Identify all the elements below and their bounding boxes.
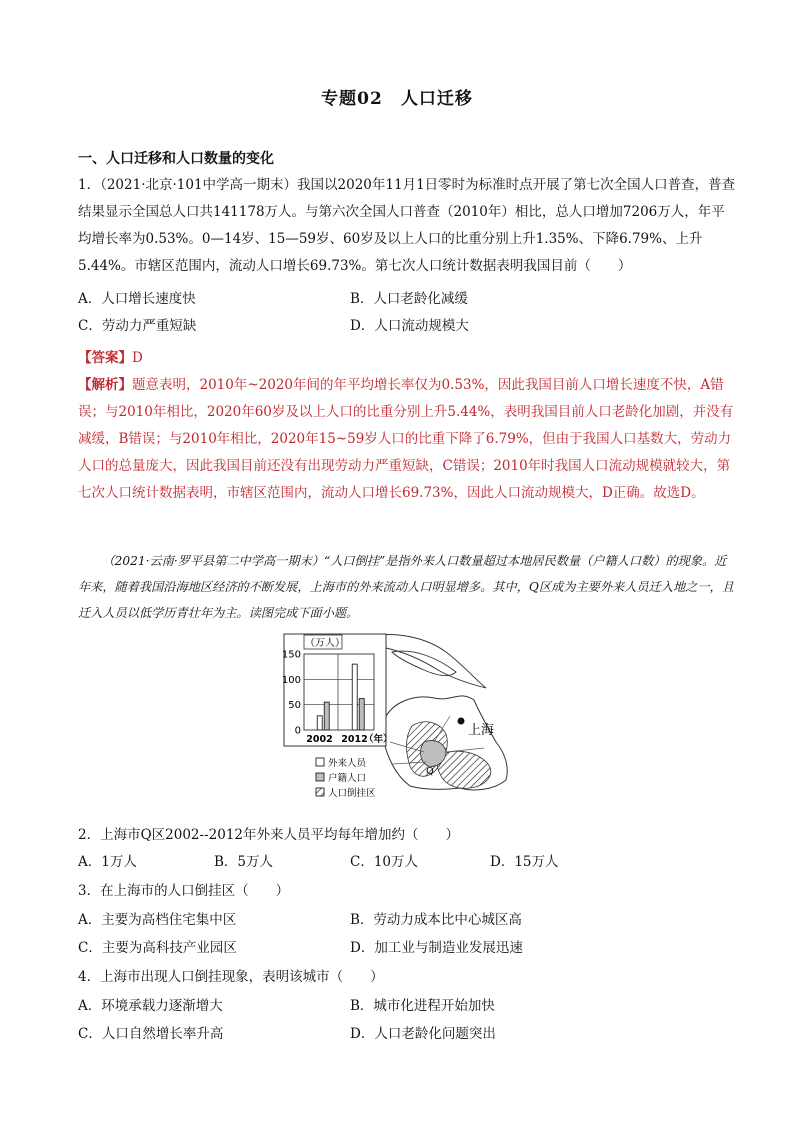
option-a: A．人口增长速度快 bbox=[78, 291, 196, 307]
page-title: 专题02 人口迁移 bbox=[321, 89, 473, 109]
answer-value: D bbox=[132, 350, 143, 366]
q4-option-c: C．人口自然增长率升高 bbox=[78, 1026, 224, 1042]
y-tick-label-100: 100 bbox=[281, 674, 301, 686]
q4-option-d: D．人口老龄化问题突出 bbox=[350, 1026, 496, 1042]
material-intro: （2021·云南·罗平县第二中学高一期末）“人口倒挂”是指外来人口数量超过本地居民数量（户籍人口数）的现象。近年来，随着我国沿海地区经济的不断发展，上海市的外来流动人口明显增多。其中，Q区成为主要外来人员迁入地之一，且迁入人员以低学历青壮年为主。读图完成下面小题。 bbox=[78, 554, 734, 620]
question-4-options-row-2 bbox=[78, 1021, 738, 1048]
question-4-options-row-1 bbox=[78, 993, 738, 1020]
analysis-label: 【解析】 bbox=[78, 377, 132, 393]
river-mouth-outline bbox=[372, 635, 486, 688]
q3-option-a: A．主要为高档住宅集中区 bbox=[78, 912, 237, 928]
q4-option-b: B．城市化进程开始加快 bbox=[350, 998, 495, 1014]
section-heading: 一、人口迁移和人口数量的变化 bbox=[78, 151, 274, 167]
q3-option-b: B．劳动力成本比中心城区高 bbox=[350, 912, 522, 928]
bar-2002-series-1 bbox=[324, 702, 329, 730]
question-3-stem: 3．在上海市的人口倒挂区（ ） bbox=[78, 883, 290, 899]
x-suffix: （年） bbox=[364, 734, 393, 745]
shanghai-figure bbox=[274, 630, 534, 808]
option-d: D．人口流动规模大 bbox=[350, 318, 469, 334]
question-3-options-row-1 bbox=[78, 907, 738, 934]
bar-2002-series-0 bbox=[317, 716, 322, 730]
x-tick-label-2002: 2002 bbox=[306, 734, 333, 745]
option-c: C．劳动力严重短缺 bbox=[78, 318, 197, 334]
q3-option-c: C．主要为高科技产业园区 bbox=[78, 940, 237, 956]
question-2-options bbox=[78, 849, 738, 876]
q2-option-c: C．10万人 bbox=[350, 854, 419, 870]
legend-swatch-inversion bbox=[316, 788, 324, 796]
map-label-shanghai: 上海 bbox=[468, 723, 495, 738]
bar-2012-series-1 bbox=[359, 699, 364, 730]
island-outline bbox=[392, 651, 456, 676]
question-3-options-row-2 bbox=[78, 935, 738, 962]
chart-unit: （万人） bbox=[305, 638, 345, 649]
q2-option-a: A．1万人 bbox=[78, 854, 137, 870]
y-tick-label-150: 150 bbox=[281, 649, 301, 661]
legend-label-migrants: 外来人员 bbox=[328, 758, 367, 769]
q2-option-d: D．15万人 bbox=[490, 854, 559, 870]
question-1-options-row-1 bbox=[78, 286, 738, 313]
q2-option-b: B．5万人 bbox=[214, 854, 274, 870]
question-1-options-row-2 bbox=[78, 313, 738, 340]
legend-swatch-registered bbox=[316, 773, 324, 781]
map-label-q: Q bbox=[426, 766, 434, 777]
figure-svg bbox=[274, 630, 534, 808]
answer-label: 【答案】 bbox=[78, 350, 132, 366]
question-1-stem: 1．（2021·北京·101中学高一期末）我国以2020年11月1日零时为标准时点开展了第七次全国人口普查，普查结果显示全国总人口共141178万人。与第六次全国人口普查（2010年）相比，总人口增加7206万人，年平均增长率为0.53%。0—14岁、15—59岁、60岁及以上人口的比重分别上升1.35%、下降6.79%、上升5.44%。市辖区范围内，流动人口增长69.73%。第七次人口统计数据表明我国目前（ ） bbox=[78, 177, 736, 274]
analysis-text: 题意表明，2010年~2020年间的年平均增长率仅为0.53%，因此我国目前人口增长速度不快，A错误；与2010年相比，2020年60岁及以上人口的比重分别上升5.44%，表明我国目前人口老龄化加剧，并没有减缓，B错误；与2010年相比，2020年15~59岁人口的比重下降了6.79%，但由于我国人口基数大，劳动力人口的总量庞大，因此我国目前还没有出现劳动力严重短缺，C错误；2010年时我国人口流动规模就较大，第七次人口统计数据表明，市辖区范围内，流动人口增长69.73%，因此人口流动规模大，D正确。故选D。 bbox=[78, 377, 734, 501]
legend-label-inversion: 人口倒挂区 bbox=[328, 788, 376, 799]
option-b: B．人口老龄化减缓 bbox=[350, 291, 468, 307]
question-4-stem: 4．上海市出现人口倒挂现象，表明该城市（ ） bbox=[78, 969, 384, 985]
q3-option-d: D．加工业与制造业发展迅速 bbox=[350, 940, 523, 956]
y-tick-label-0: 0 bbox=[294, 725, 301, 737]
q4-option-a: A．环境承载力逐渐增大 bbox=[78, 998, 223, 1014]
legend-label-registered: 户籍人口 bbox=[328, 773, 367, 784]
y-tick-label-50: 50 bbox=[288, 700, 301, 712]
answer bbox=[78, 345, 143, 372]
analysis bbox=[78, 372, 738, 507]
x-tick-label-2012: 2012 bbox=[341, 734, 368, 745]
shanghai-point bbox=[458, 718, 465, 725]
bar-2012-series-0 bbox=[352, 664, 357, 730]
question-2-stem: 2．上海市Q区2002--2012年外来人员平均每年增加约（ ） bbox=[78, 827, 459, 843]
legend-swatch-migrants bbox=[316, 758, 324, 766]
